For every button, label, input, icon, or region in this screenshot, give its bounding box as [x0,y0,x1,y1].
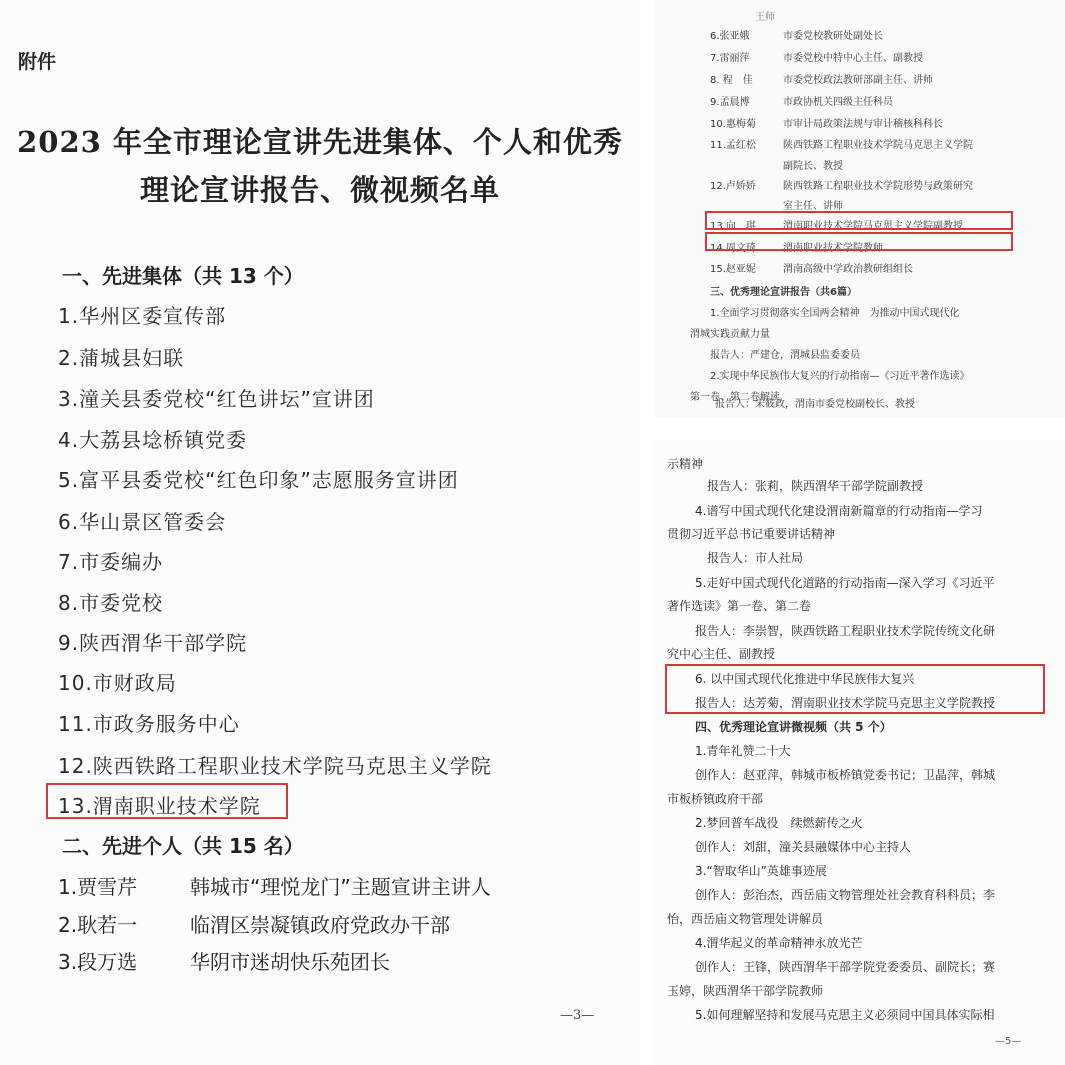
section-heading-collectives: 一、先进集体（共 13 个） [62,264,304,288]
text-line: 究中心主任、副教授 [667,647,776,661]
highlight-box [705,211,1013,230]
person-title: 陕西铁路工程职业技术学院形势与政策研究 [783,181,973,192]
text-line: 4.谱写中国式现代化建设渭南新篇章的行动指南—学习 [695,504,983,518]
text-line: 2.梦回普车战役 续燃薪传之火 [695,816,863,830]
text-fragment: 王师 [755,12,775,23]
collective-item: 2.蒲城县妇联 [58,346,185,370]
person-name: 10.惠梅菊 [710,119,756,130]
highlight-box [46,783,288,819]
section-heading-videos: 四、优秀理论宣讲微视频（共 5 个） [695,720,892,734]
text-line: 市板桥镇政府干部 [667,792,764,806]
person-name: 6.张亚娥 [710,31,750,42]
person-title: 陕西铁路工程职业技术学院马克思主义学院 [783,140,973,151]
text-line: 示精神 [667,457,704,471]
report-line: 报告人：严建仓，渭城县监委委员 [710,350,860,361]
report-line: 1.全面学习贯彻落实全国两会精神 为推动中国式现代化 [710,308,960,319]
text-line: 6. 以中国式现代化推进中华民族伟大复兴 [695,672,915,686]
collective-item: 10.市财政局 [58,671,177,695]
person-name: 13.向 琪 [710,221,756,232]
individual-title: 临渭区崇凝镇政府党政办干部 [190,913,450,937]
individual-title: 韩城市“理悦龙门”主题宣讲主讲人 [190,875,491,899]
text-line: 1.青年礼赞二十大 [695,744,791,758]
right-bottom-document-page [655,440,1065,1065]
person-name: 11.孟红松 [710,140,756,151]
text-line: 创作人：刘甜，潼关县融媒体中心主持人 [695,840,912,854]
report-line: 渭城实践贡献力量 [690,329,770,340]
collective-item: 8.市委党校 [58,591,164,615]
person-title-continued: 室主任、讲师 [783,201,843,212]
text-line: 5.如何理解坚持和发展马克思主义必须同中国具体实际相 [695,1008,995,1022]
highlight-box [705,232,1013,251]
report-line-presenter: 报告人：宋筱政，渭南市委党校副校长、教授 [715,399,915,410]
right-top-document-page [655,0,1065,418]
collective-item: 1.华州区委宣传部 [58,304,227,328]
person-title-continued: 副院长、教授 [783,161,843,172]
person-name: 12.卢娇娇 [710,181,756,192]
person-title: 市委党校中特中心主任、副教授 [783,53,923,64]
text-line: 报告人：达芳菊，渭南职业技术学院马克思主义学院教授 [695,696,996,710]
text-line: 3.“智取华山”英雄事迹展 [695,864,827,878]
text-line: 玉婷，陕西渭华干部学院教师 [667,984,824,998]
individual-name: 2.耿若一 [58,913,138,937]
text-line: 创作人：彭治杰，西岳庙文物管理处社会教育科科员；李 [695,888,996,902]
individual-name: 1.贾雪芹 [58,875,138,899]
collective-item: 9.陕西渭华干部学院 [58,631,248,655]
document-title-line-1: 2023 年全市理论宣讲先进集体、个人和优秀 [17,125,623,159]
page-number: —3— [560,1008,595,1023]
collective-item-highlighted: 13.渭南职业技术学院 [58,794,261,818]
collective-item: 12.陕西铁路工程职业技术学院马克思主义学院 [58,754,492,778]
person-title: 渭南高级中学政治教研组组长 [783,264,913,275]
person-name: 15.赵亚妮 [710,264,756,275]
document-title-line-2: 理论宣讲报告、微视频名单 [139,173,500,207]
person-title: 市委党校政法教研部副主任、讲师 [783,75,933,86]
highlight-box [665,664,1045,714]
person-name: 14.周文琦 [710,243,756,254]
section-heading-individuals: 二、先进个人（共 15 名） [62,834,304,858]
person-name: 9.孟晨博 [710,97,750,108]
collective-item: 3.潼关县委党校“红色讲坛”宣讲团 [58,387,375,411]
text-line: 报告人：市人社局 [707,551,804,565]
text-line: 创作人：赵亚萍，韩城市板桥镇党委书记；卫晶萍，韩城 [695,768,996,782]
collective-item: 5.富平县委党校“红色印象”志愿服务宣讲团 [58,468,459,492]
attachment-label: 附件 [18,51,57,73]
collective-item: 7.市委编办 [58,550,164,574]
text-line: 4.渭华起义的革命精神永放光芒 [695,936,863,950]
person-name: 7.雷丽萍 [710,53,750,64]
text-line: 著作选读》第一卷、第二卷 [667,599,812,613]
collective-item: 11.市政务服务中心 [58,712,240,736]
collective-item: 4.大荔县埝桥镇党委 [58,428,248,452]
page-number: —5— [995,1036,1022,1047]
person-title: 市审计局政策法规与审计稽核科科长 [783,119,943,130]
text-line: 报告人：张莉，陕西渭华干部学院副教授 [707,479,924,493]
text-line: 怡，西岳庙文物管理处讲解员 [667,912,824,926]
person-title: 渭南职业技术学院马克思主义学院副教授 [783,221,963,232]
text-line: 5.走好中国式现代化道路的行动指南—深入学习《习近平 [695,576,995,590]
text-line: 创作人：王锋，陕西渭华干部学院党委委员、副院长；赛 [695,960,996,974]
report-line: 2.实现中华民族伟大复兴的行动指南—《习近平著作选读》 [710,371,970,382]
text-line: 贯彻习近平总书记重要讲话精神 [667,527,836,541]
person-title: 渭南职业技术学院教师 [783,243,883,254]
person-title: 市委党校教研处副处长 [783,31,883,42]
report-line: 第一卷、第二卷解读 [690,392,780,403]
person-title: 市政协机关四级主任科员 [783,97,893,108]
text-line: 报告人：李崇智，陕西铁路工程职业技术学院传统文化研 [695,624,996,638]
individual-name: 3.段万选 [58,950,138,974]
individual-title: 华阴市迷胡快乐苑团长 [190,950,390,974]
person-name: 8. 程 佳 [710,75,753,86]
section-heading-reports: 三、优秀理论宣讲报告（共6篇） [710,287,857,298]
collective-item: 6.华山景区管委会 [58,510,227,534]
